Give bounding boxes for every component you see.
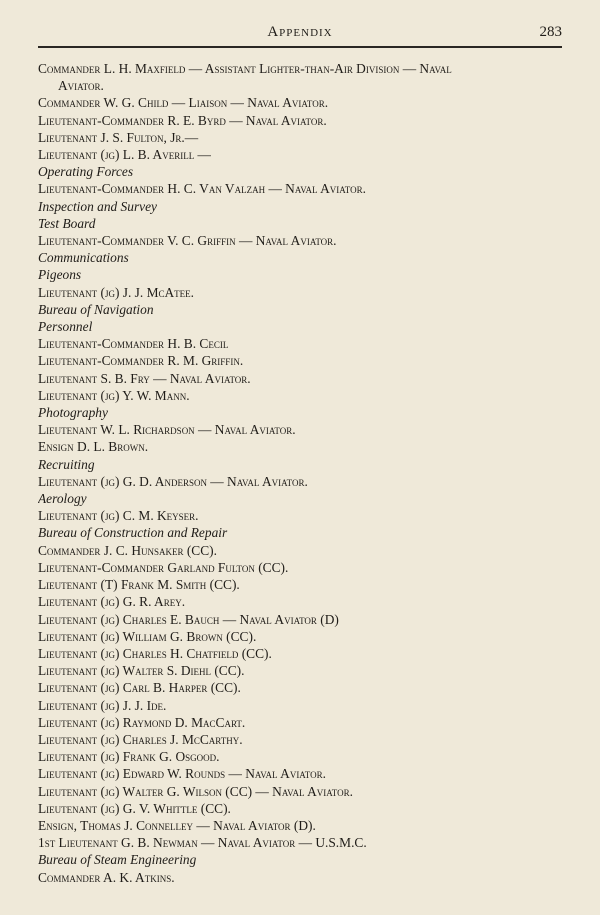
section-heading xyxy=(38,318,562,335)
roster-entry xyxy=(38,576,562,593)
entry-text: Lieutenant-Commander V. C. Griffin — Naval Aviator. xyxy=(38,233,337,249)
roster-entry xyxy=(38,714,562,731)
roster-entry xyxy=(38,869,562,886)
entry-text: Lieutenant (jg) G. V. Whittle (CC). xyxy=(38,800,231,816)
roster-entry xyxy=(38,387,562,404)
entry-text: Ensign D. L. Brown. xyxy=(38,439,149,455)
entry-text: Bureau of Navigation xyxy=(38,301,154,317)
roster-entry xyxy=(38,800,562,817)
entry-text: Lieutenant-Commander R. M. Griffin. xyxy=(38,353,244,369)
roster-entry xyxy=(38,94,562,111)
entry-text: Lieutenant J. S. Fulton, Jr.— xyxy=(38,129,199,145)
roster-entry xyxy=(38,129,562,146)
roster-entry xyxy=(38,817,562,834)
entry-text: Bureau of Steam Engineering xyxy=(38,852,197,868)
section-heading xyxy=(38,215,562,232)
entry-text: Lieutenant (jg) J. J. Ide. xyxy=(38,697,167,713)
section-heading xyxy=(38,163,562,180)
roster-entry xyxy=(38,645,562,662)
entry-text: Lieutenant (jg) Carl B. Harper (CC). xyxy=(38,680,241,696)
roster-entry xyxy=(38,370,562,387)
roster-entry xyxy=(38,611,562,628)
entry-text: Ensign, Thomas J. Connelley — Naval Aviator (D). xyxy=(38,817,316,833)
entry-text: Lieutenant-Commander Garland Fulton (CC). xyxy=(38,559,289,575)
entry-text: Lieutenant-Commander H. B. Cecil xyxy=(38,336,229,352)
entry-text: Lieutenant (jg) Charles J. McCarthy. xyxy=(38,731,243,747)
entry-text: Lieutenant (jg) Walter G. Wilson (CC) — Naval Aviator. xyxy=(38,783,353,799)
roster-entry xyxy=(38,765,562,782)
page-number: 283 xyxy=(539,24,562,40)
roster-entry xyxy=(38,473,562,490)
entry-text: Lieutenant (jg) Charles E. Bauch — Naval Aviator (D) xyxy=(38,611,339,627)
entry-text: Photography xyxy=(38,405,108,421)
roster-entry xyxy=(38,112,562,129)
entry-text: Commander J. C. Hunsaker (CC). xyxy=(38,542,217,558)
entry-text: Test Board xyxy=(38,215,96,231)
entry-text: Inspection and Survey xyxy=(38,198,157,214)
entry-text: Bureau of Construction and Repair xyxy=(38,525,228,541)
entry-text: Operating Forces xyxy=(38,164,134,180)
entry-text: Lieutenant (jg) L. B. Averill — xyxy=(38,147,211,163)
roster-entry xyxy=(38,697,562,714)
entry-text: Lieutenant (jg) C. M. Keyser. xyxy=(38,508,199,524)
entry-text: Lieutenant (jg) Y. W. Mann. xyxy=(38,387,190,403)
entry-text: Commander W. G. Child — Liaison — Naval Aviator. xyxy=(38,95,329,111)
entry-text: Lieutenant (jg) G. R. Arey. xyxy=(38,594,186,610)
roster-entry xyxy=(38,542,562,559)
header-rule xyxy=(38,46,562,48)
section-heading xyxy=(38,266,562,283)
entry-text: Lieutenant (jg) Frank G. Osgood. xyxy=(38,749,220,765)
entry-text: Lieutenant (jg) Edward W. Rounds — Naval Aviator. xyxy=(38,766,326,782)
entry-text: Lieutenant W. L. Richardson — Naval Aviator. xyxy=(38,422,296,438)
entry-text: Lieutenant (T) Frank M. Smith (CC). xyxy=(38,577,240,593)
entry-text: Lieutenant (jg) William G. Brown (CC). xyxy=(38,628,257,644)
section-heading xyxy=(38,524,562,541)
roster-entry xyxy=(38,146,562,163)
roster-entry xyxy=(38,352,562,369)
section-heading xyxy=(38,198,562,215)
section-heading xyxy=(38,249,562,266)
entry-text: Lieutenant (jg) J. J. McAtee. xyxy=(38,284,195,300)
roster-entry xyxy=(38,679,562,696)
roster-entry xyxy=(38,748,562,765)
roster-entry xyxy=(38,335,562,352)
entry-text: Lieutenant-Commander H. C. Van Valzah — Naval Aviator. xyxy=(38,181,366,197)
section-heading xyxy=(38,851,562,868)
roster-entry xyxy=(38,559,562,576)
roster-entry xyxy=(38,783,562,800)
entry-text: Lieutenant S. B. Fry — Naval Aviator. xyxy=(38,370,251,386)
roster-list xyxy=(38,60,562,886)
section-heading xyxy=(38,301,562,318)
roster-entry xyxy=(38,421,562,438)
roster-entry xyxy=(38,628,562,645)
entry-text: Commander A. K. Atkins. xyxy=(38,869,175,885)
entry-text: Personnel xyxy=(38,319,93,335)
entry-continuation: Aviator. xyxy=(58,78,104,94)
entry-text: Lieutenant-Commander R. E. Byrd — Naval Aviator. xyxy=(38,112,327,128)
entry-text: Lieutenant (jg) G. D. Anderson — Naval Aviator. xyxy=(38,473,308,489)
section-heading xyxy=(38,490,562,507)
entry-text: Commander L. H. Maxfield — Assistant Lighter-than-Air Division — Naval xyxy=(38,61,452,76)
roster-entry xyxy=(38,60,562,94)
section-heading xyxy=(38,456,562,473)
entry-text: 1st Lieutenant G. B. Newman — Naval Aviator — U.S.M.C. xyxy=(38,835,367,851)
section-heading xyxy=(38,404,562,421)
entry-text: Recruiting xyxy=(38,456,95,472)
roster-entry xyxy=(38,731,562,748)
roster-entry xyxy=(38,593,562,610)
entry-text: Communications xyxy=(38,250,129,266)
roster-entry xyxy=(38,232,562,249)
roster-entry xyxy=(38,662,562,679)
roster-entry xyxy=(38,284,562,301)
page-header xyxy=(38,22,562,42)
entry-text: Lieutenant (jg) Charles H. Chatfield (CC). xyxy=(38,645,272,661)
entry-text: Lieutenant (jg) Raymond D. MacCart. xyxy=(38,714,246,730)
roster-entry xyxy=(38,507,562,524)
roster-entry xyxy=(38,438,562,455)
roster-entry xyxy=(38,834,562,851)
running-head: Appendix xyxy=(267,24,333,40)
entry-text: Aerology xyxy=(38,491,87,507)
roster-entry xyxy=(38,180,562,197)
entry-text: Pigeons xyxy=(38,267,82,283)
entry-text: Lieutenant (jg) Walter S. Diehl (CC). xyxy=(38,663,245,679)
